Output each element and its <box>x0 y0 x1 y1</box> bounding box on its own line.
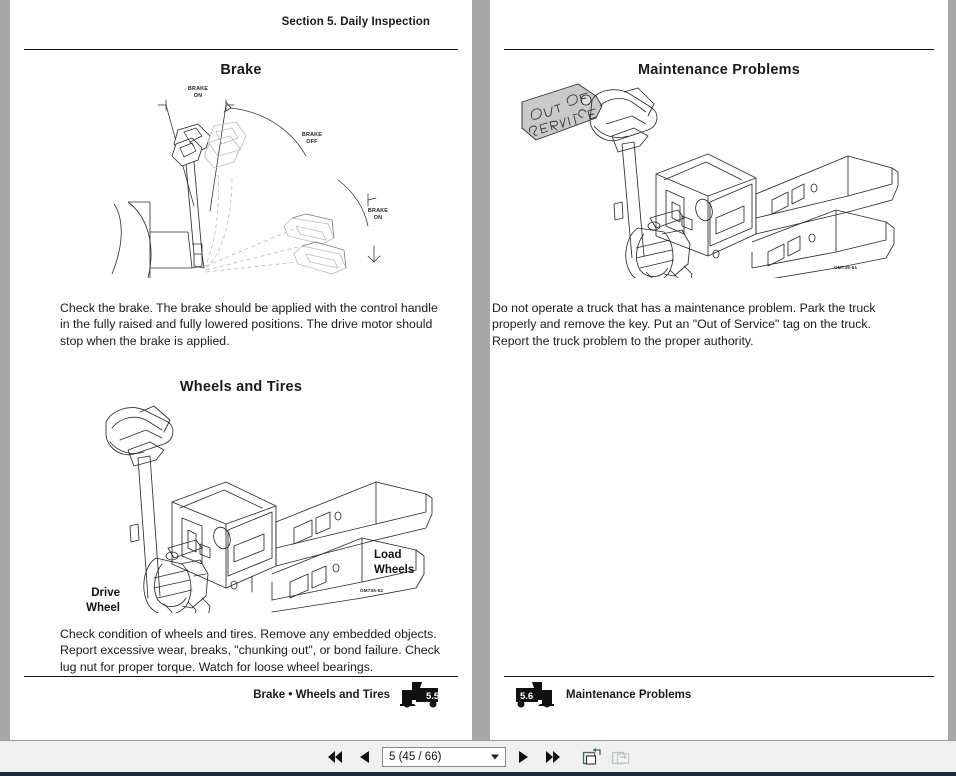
footer-section-text: Brake • Wheels and Tires <box>253 689 390 701</box>
figure-code-wheels: OM735-52 <box>360 588 384 593</box>
page-number-value: 5 (45 / 66) <box>389 750 442 763</box>
body-text-maintenance-problems: Do not operate a truck that has a maintenance problem. Park the truck properly and remove the key. Put an "Out of Service" tag on the truck. Report the truck problem to the proper authority. <box>492 301 876 348</box>
footer-rule-right <box>504 676 934 677</box>
heading-brake: Brake <box>220 62 262 78</box>
page-number-select[interactable] <box>382 747 506 767</box>
footer-rule <box>24 676 458 677</box>
next-page-button[interactable] <box>513 746 535 768</box>
first-page-button[interactable] <box>324 746 346 768</box>
toolbar-bottom-strip <box>0 772 956 776</box>
section-header-text: Section 5. Daily Inspection <box>281 16 430 28</box>
page-header-left <box>24 16 458 50</box>
facing-page-view-button[interactable] <box>610 746 632 768</box>
figure-pallet-truck-wheels <box>76 398 446 613</box>
page-footer-right <box>504 676 934 712</box>
page-gutter-middle <box>472 0 490 740</box>
diagram-label-brake-on-upper: BRAKE ON <box>187 86 209 100</box>
body-text-brake: Check the brake. The brake should be applied with the control handle in the fully raised and fully lowered positions. The drive motor should stop when the brake is applied. <box>60 301 438 348</box>
document-page-right[interactable] <box>490 0 948 740</box>
footer-page-number: 5.5 <box>426 691 440 702</box>
last-page-button[interactable] <box>542 746 564 768</box>
page-gutter-right <box>948 0 956 740</box>
next-page-icon <box>517 750 531 764</box>
previous-page-icon <box>357 750 371 764</box>
footer-page-number-right: 5.6 <box>520 691 534 702</box>
facing-page-view-icon <box>611 748 631 766</box>
single-page-view-icon <box>582 748 602 766</box>
previous-page-button[interactable] <box>353 746 375 768</box>
callout-load-wheels: Load Wheels <box>374 549 415 576</box>
heading-maintenance-problems: Maintenance Problems <box>638 62 800 78</box>
page-footer-left <box>24 676 458 712</box>
page-header-right <box>504 16 934 50</box>
figure-code-maintenance: OM735-51 <box>834 265 858 270</box>
header-rule <box>24 49 458 50</box>
diagram-label-brake-off: BRAKE OFF <box>301 132 323 146</box>
body-text-wheels-and-tires: Check condition of wheels and tires. Remove any embedded objects. Report excessive wear, breaks, "chunking out", or bond failure. Check lug nut for proper torque. Watch for loose wheel bearings. <box>60 627 440 674</box>
callout-drive-wheel: Drive Wheel <box>86 587 120 614</box>
figure-out-of-service-tag <box>506 78 906 278</box>
footer-section-text-right: Maintenance Problems <box>566 689 692 701</box>
header-rule-right <box>504 49 934 50</box>
last-page-icon <box>545 750 561 764</box>
chevron-down-icon[interactable] <box>491 754 499 759</box>
first-page-icon <box>327 750 343 764</box>
page-navigation-toolbar <box>0 740 956 772</box>
single-page-view-button[interactable] <box>581 746 603 768</box>
forklift-icon-right <box>510 680 554 710</box>
forklift-icon <box>400 680 444 710</box>
heading-wheels-and-tires: Wheels and Tires <box>179 379 303 395</box>
document-page-left[interactable] <box>10 0 472 740</box>
diagram-label-brake-on-lower: BRAKE ON <box>367 208 389 222</box>
figure-brake-control-handle <box>106 86 406 286</box>
page-gutter-left <box>0 0 10 740</box>
